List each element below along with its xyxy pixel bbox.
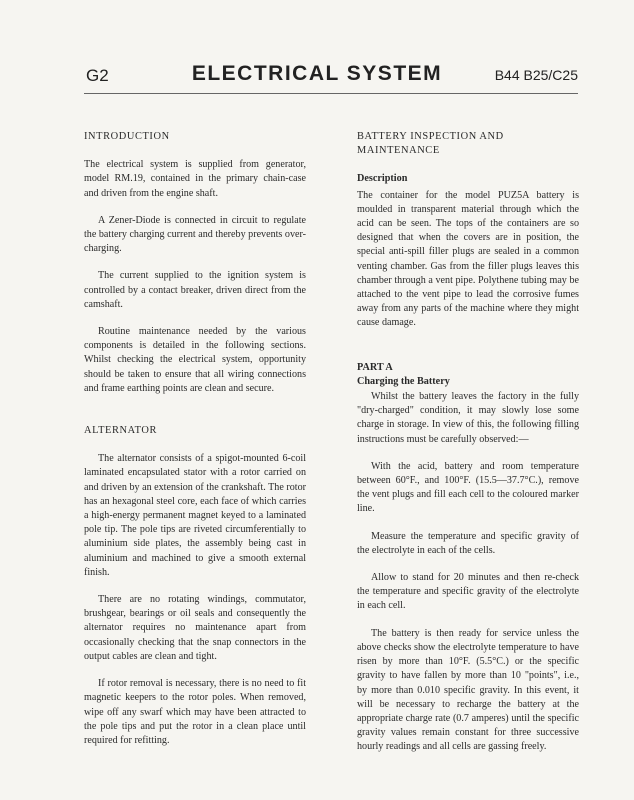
description-label: Description [357, 173, 408, 185]
right-column [357, 130, 579, 755]
alternator-heading: ALTERNATOR [84, 425, 157, 437]
alternator-paragraph-2: There are no rotating windings, commutator, brushgear, bearings or oil seals and consequently the alternator requires no maintenance apart from occasionally checking that the snap connectors in the output cables are clean and tight. [84, 594, 306, 662]
charging-paragraph-4: Allow to stand for 20 minutes and then re-check the temperature and specific gravity of the electrolyte in each cell. [357, 572, 579, 612]
intro-paragraph-4: Routine maintenance needed by the various components is detailed in the following sections. Whilst checking the electrical system, opportunity should be taken to ensure that all wiring connections and frame earthing points are clean and secure. [84, 326, 306, 394]
intro-paragraph-2: A Zener-Diode is connected in circuit to regulate the battery charging current and thereby prevents over-charging. [84, 214, 306, 255]
page-title: ELECTRICAL SYSTEM [191, 62, 443, 85]
description-paragraph: The container for the model PUZ5A battery is moulded in transparent material through which the acid can be seen. The tops of the containers are so designed that when the covers are in position, the special anti-spill filler plugs are sealed in a common venting chamber. Gas from the filler plugs leaves this chamber through a vent pipe. Polythene tubing may be attached to the vent pipe to lead the corrosive fumes away from any parts of the machine where they might cause damage. [357, 189, 579, 329]
model-numbers: B44 B25/C25 [494, 67, 578, 83]
alternator-paragraph-1: The alternator consists of a spigot-mounted 6-coil laminated encapsulated stator with a rotor carried on and driven by an extension of the crankshaft. The rotor has an hexagonal steel core, each face of which carries a high-energy permanent magnet keyed to a laminated pole tip. The pole tips are riveted circumferentially to aluminium side plates, the assembly being cast in aluminium and machined to give a smooth external finish. [84, 453, 306, 578]
battery-heading-line-2: MAINTENANCE [357, 145, 440, 157]
intro-paragraph-1: The electrical system is supplied from generator, model RM.19, contained in the primary chain-case and driven from the engine shaft. [84, 159, 306, 199]
charging-heading: Charging the Battery [357, 375, 450, 387]
header-rule [84, 93, 578, 94]
page-id: G2 [86, 66, 109, 85]
introduction-heading: INTRODUCTION [84, 131, 170, 142]
left-column [84, 130, 306, 748]
charging-paragraph-1: Whilst the battery leaves the factory in the fully "dry-charged" condition, it may slowly lose some charge in storage. In view of this, the following filling instructions must be carefully observed:— [357, 391, 579, 445]
intro-paragraph-3: The current supplied to the ignition system is controlled by a contact breaker, driven direct from the camshaft. [84, 270, 306, 310]
charging-paragraph-5: The battery is then ready for service unless the above checks show the electrolyte temperature to have risen by more than 10°F. (5.5°C.) or the specific gravity to have fallen by more than 10 "points", i.e., by more than 0.010 specific gravity. In this event, it will be necessary to recharge the battery at the appropriate charge rate (0.7 amperes) until the specific gravity values remain constant for three successive hourly readings and all cells are gassing freely. [357, 627, 579, 753]
alternator-paragraph-3: If rotor removal is necessary, there is no need to fit magnetic keepers to the rotor poles. When removed, wipe off any swarf which may have been attracted to the pole tips and put the rotor in a clean place until required for refitting. [84, 678, 306, 746]
part-a-label: PART A [357, 361, 393, 373]
battery-heading-line-1: BATTERY INSPECTION AND [357, 131, 504, 142]
charging-paragraph-2: With the acid, battery and room temperature between 60°F., and 100°F. (15.5—37.7°C.), remove the vent plugs and fill each cell to the coloured marker line. [357, 460, 579, 515]
page-header [0, 62, 634, 92]
charging-paragraph-3: Measure the temperature and specific gravity of the electrolyte in each of the cells. [357, 530, 579, 556]
